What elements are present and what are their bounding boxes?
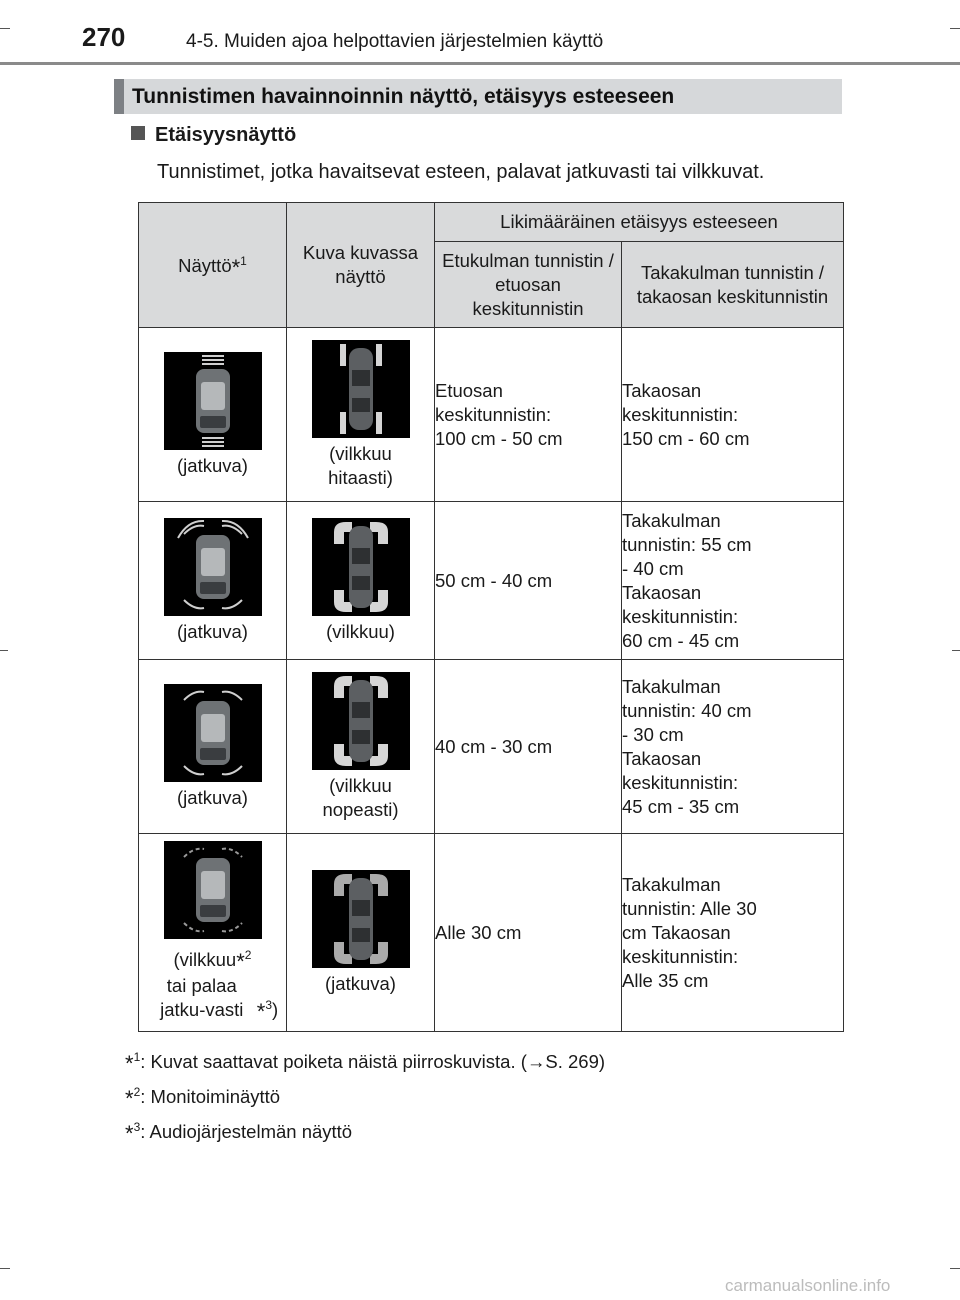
square-bullet-icon (131, 126, 145, 140)
image-caption: (vilkkuu) (326, 620, 395, 642)
image-cell (287, 834, 435, 1032)
front-distance: Etuosan keskitunnistin: 100 cm - 50 cm (435, 328, 622, 502)
rear-distance: Takakulman tunnistin: 55 cm - 40 cm Takaosan keskitunnistin: 60 cm - 45 cm (622, 502, 844, 660)
image-caption: (jatkuva) (325, 972, 396, 994)
sedan-sensor-display-icon (312, 870, 410, 968)
image-caption: (vilkkuu nopeasti) (322, 774, 399, 820)
footnote: *$^2$: Monitoiminäyttö (125, 1085, 281, 1112)
display-caption: (jatkuva) (177, 620, 248, 642)
image-cell (287, 660, 435, 834)
display-cell (139, 660, 287, 834)
footnote: *$^3$: Audiojärjestelmän näyttö (125, 1120, 353, 1147)
distance-table (138, 202, 844, 1032)
rear-distance: Takakulman tunnistin: Alle 30 cm Takaosan keskitunnistin: Alle 35 cm (622, 834, 844, 1032)
header-image: Kuva kuvassa näyttö (287, 203, 435, 328)
subsection-title: Etäisyysnäyttö (155, 124, 297, 146)
front-distance: 50 cm - 40 cm (435, 502, 622, 660)
footnote: *$^1$: Kuvat saattavat poiketa näistä piirroskuvista. (→S. 269) (125, 1050, 606, 1077)
crop-mark (952, 650, 960, 651)
header-rear: Takakulman tunnistin / takaosan keskitunnistin (622, 242, 844, 328)
display-cell (139, 834, 287, 1032)
section-heading (114, 79, 842, 114)
display-caption: (jatkuva) (177, 454, 248, 476)
watermark: carmanualsonline.info (725, 1276, 891, 1295)
display-caption: (vilkkuu*$^2$ tai palaa jatku-vasti *$^3$) (160, 947, 279, 1025)
suv-sensor-display-icon (164, 684, 262, 782)
front-distance: 40 cm - 30 cm (435, 660, 622, 834)
suv-sensor-display-icon (164, 518, 262, 616)
table-row (139, 502, 844, 660)
display-caption: (jatkuva) (177, 786, 248, 808)
intro-text: Tunnistimet, jotka havaitsevat esteen, palavat jatkuvasti tai vilkkuvat. (157, 161, 765, 183)
sedan-sensor-display-icon (312, 340, 410, 438)
subsection-heading (131, 124, 296, 147)
page-header (0, 0, 960, 64)
image-cell (287, 502, 435, 660)
suv-sensor-display-icon (164, 352, 262, 450)
rear-distance: Takakulman tunnistin: 40 cm - 30 cm Takaosan keskitunnistin: 45 cm - 35 cm (622, 660, 844, 834)
sedan-sensor-display-icon (312, 672, 410, 770)
display-cell (139, 328, 287, 502)
crop-mark (0, 650, 8, 651)
chapter-title: 4-5. Muiden ajoa helpottavien järjestelmien käyttö (186, 31, 604, 52)
sedan-sensor-display-icon (312, 518, 410, 616)
table-row (139, 328, 844, 502)
crop-mark (950, 1268, 960, 1269)
rear-distance: Takaosan keskitunnistin: 150 cm - 60 cm (622, 328, 844, 502)
section-marker (114, 79, 124, 114)
section-title: Tunnistimen havainnoinnin näyttö, etäisyys esteeseen (132, 85, 675, 108)
front-distance: Alle 30 cm (435, 834, 622, 1032)
image-caption: (vilkkuu hitaasti) (328, 442, 393, 488)
suv-sensor-display-icon (164, 841, 262, 939)
header-distance: Likimääräinen etäisyys esteeseen (435, 203, 844, 242)
footnotes (125, 1040, 605, 1145)
table-row (139, 660, 844, 834)
table-row (139, 834, 844, 1032)
header-front: Etukulman tunnistin / etuosan keskitunnistin (435, 242, 622, 328)
page-number: 270 (82, 22, 126, 52)
crop-mark (0, 1268, 10, 1269)
display-cell (139, 502, 287, 660)
header-display: Näyttö*$^1$ (139, 203, 287, 328)
image-cell (287, 328, 435, 502)
header-divider (0, 62, 960, 65)
